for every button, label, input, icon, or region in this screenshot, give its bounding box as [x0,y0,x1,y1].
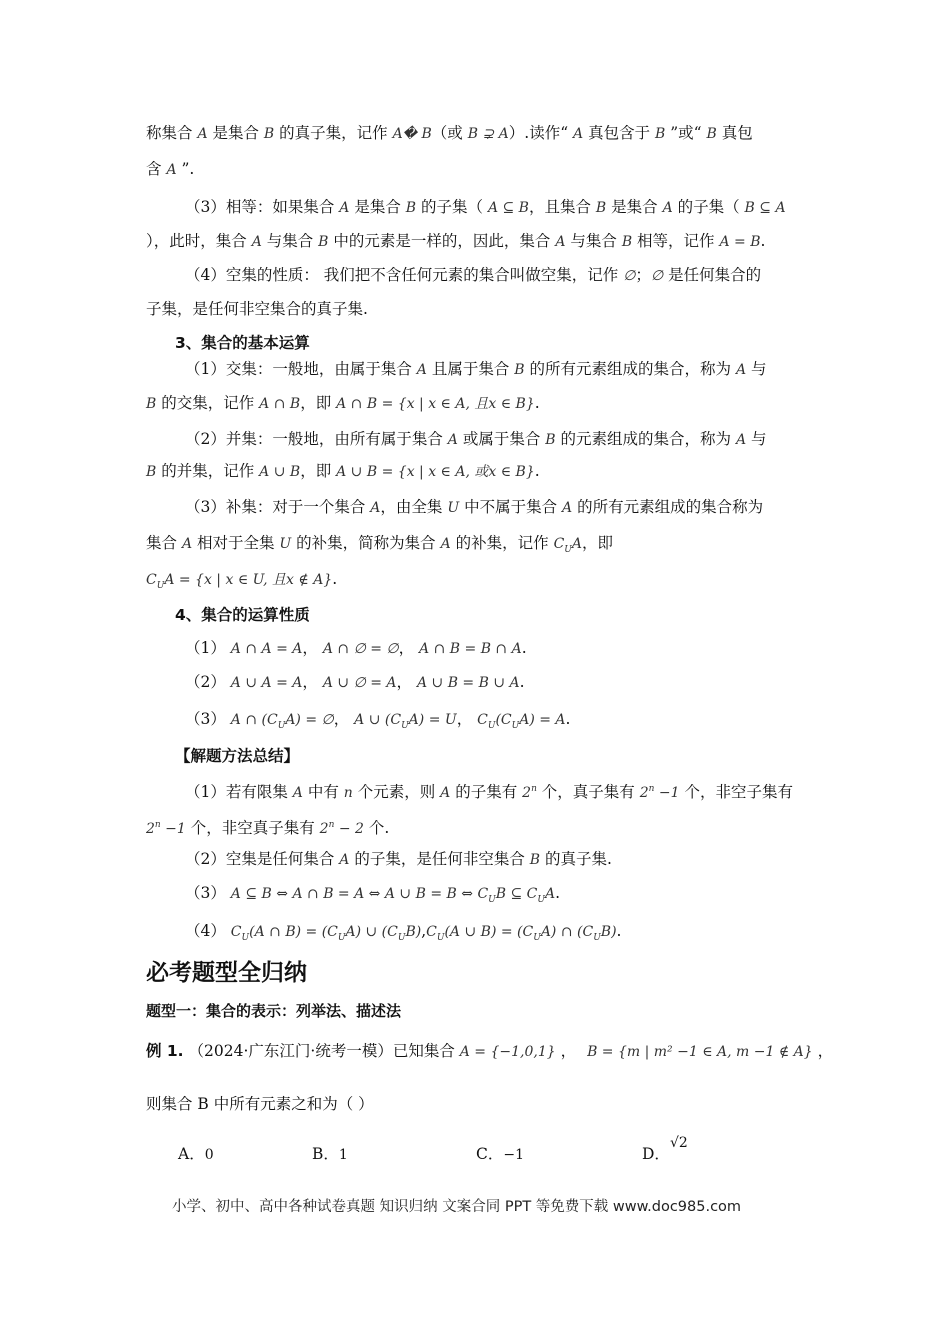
math-subscript: U [487,721,496,732]
example-label: 例 1. [146,1042,184,1060]
text-run: ； [635,266,651,284]
math-expression: B [529,852,541,868]
text-run: 相对于全集 [192,534,280,552]
math-subscript: U [156,581,165,592]
text-run: ，即 [582,534,614,552]
option-b[interactable]: B．1 [312,1145,348,1163]
math-expression: A) = ∅ [285,712,334,728]
text-run: （3）相等：如果集合 [185,198,340,216]
set-a-definition: A = {−1,0,1} [459,1044,556,1060]
math-expression: (C [495,712,512,728]
math-expression: ∅ [623,268,636,284]
text-run: （3） [185,710,231,728]
math-expression: − 2 [334,821,364,838]
option-d[interactable]: D．√2 [642,1135,688,1163]
math-subscript: U [593,933,601,944]
text-run: 相等，记作 [632,232,720,250]
text-line [185,920,621,949]
text-run: ，且集合 [528,198,596,216]
text-line [185,196,786,219]
text-run: 个. [363,819,390,838]
text-run: （1）交集：一般地，由属于集合 [185,360,417,378]
math-superscript: n [531,784,537,794]
text-run: ， [398,639,420,657]
text-run: 中不属于集合 [459,498,563,516]
math-expression: B [514,362,525,378]
math-expression: A = B [719,234,761,250]
text-run: 是集合 [349,198,406,216]
math-subscript: U [337,933,346,944]
math-expression: A ∪ (C [354,712,402,728]
text-run: , [421,922,427,940]
text-run: 的补集，记作 [450,534,554,552]
text-run: ， [333,710,355,728]
text-run: . [534,394,540,412]
text-run: 是集合 [606,198,663,216]
math-superscript: n [154,820,161,830]
text-line [146,532,613,561]
example-1: 例 1. （2024·广东江门·统考一模）已知集合 A = {−1,0,1} ， B = {m | m² −1 ∈ A, m −1 ∉ A} ， [146,1042,834,1060]
math-subscript: U [397,933,406,944]
text-run: ， [456,710,478,728]
text-run: 的并集，记作 [156,462,260,480]
math-expression: A = {x | x ∈ U, 且x ∉ A} [164,572,333,588]
math-expression: U [279,536,292,552]
text-run: （2） [185,673,231,691]
option-c[interactable]: C．−1 [476,1145,525,1163]
math-expression: B) [405,924,422,940]
text-run: 个，非空真子集有 [185,819,320,838]
math-expression: A [370,500,381,516]
text-run: 的子集（ [416,198,488,216]
text-run: （1）若有限集 [185,783,293,802]
text-run: . [565,710,571,728]
math-expression: A ∪ B = B ∪ A [416,675,520,691]
math-expression: B [146,464,157,480]
text-run: 真包含于 [583,124,656,142]
text-run: （3） [185,884,231,902]
text-run: 4、集合的运算性质 [175,606,310,624]
text-line [146,568,337,597]
text-run: ），此时，集合 [146,232,252,250]
math-expression: B [146,396,157,412]
text-run: （4）空集的性质： 我们把不含任何元素的集合叫做空集，记作 [185,266,624,284]
text-run: 的子集（ [672,198,745,216]
text-run: . [519,673,525,691]
text-run: . [521,639,527,657]
math-expression: A ∩ A = A [230,641,303,657]
page-footer: 小学、初中、高中各种试卷真题 知识归纳 文案合同 PPT 等免费下载 www.doc985.com [172,1199,742,1215]
text-line [185,778,793,804]
math-expression: B [405,200,417,216]
math-superscript: n [328,820,335,830]
option-a[interactable]: A．0 [178,1145,214,1163]
math-expression: (A ∩ B) = (C [249,924,338,940]
text-line [185,882,560,911]
math-expression: B [545,432,556,448]
text-line [185,671,525,694]
text-run: （3）补集：对于一个集合 [185,498,371,516]
math-expression: A [440,536,451,552]
text-run: 的真子集，记作 [274,124,393,142]
text-run: 个，非空子集有 [679,783,793,802]
math-expression: B [655,126,666,142]
text-run: . [555,884,561,902]
text-run: 的交集，记作 [156,394,260,412]
text-line [146,122,753,145]
math-expression: 2 [522,785,532,802]
math-expression: B) [600,924,617,940]
text-run: ，即 [300,394,337,412]
set-b-definition: B = {m | m² −1 ∈ A, m −1 ∉ A} [587,1044,813,1060]
text-run: ， [302,639,323,657]
text-line [146,814,389,840]
math-expression: B ⊋ A [467,126,509,142]
text-run: . [332,570,338,588]
example-question: 则集合 B 中所有元素之和为（ ） [146,1095,374,1113]
math-expression: (A ∪ B) = (C [444,924,534,940]
math-expression: A ∩ B [259,396,301,412]
text-line [146,392,540,415]
math-expression: A [662,200,673,216]
text-run: . [760,232,766,250]
text-run: 称集合 [146,124,198,142]
text-line [185,358,767,381]
text-run: （2）并集：一般地，由所有属于集合 [185,430,448,448]
math-subscript: U [436,933,445,944]
text-run: 与集合 [261,232,319,250]
math-expression: A [544,886,556,902]
math-expression: B [318,234,329,250]
math-expression: A [571,536,583,552]
math-expression: A [735,432,747,448]
text-line [185,264,761,287]
math-expression: A [292,785,303,802]
text-run: ，即 [300,462,337,480]
text-line [185,848,612,871]
text-run: 且属于集合 [426,360,515,378]
math-expression: −1 [654,785,680,802]
math-expression: A [181,536,193,552]
math-expression: B ⊆ A [744,200,786,216]
text-run: . [534,462,540,480]
text-line [146,460,540,483]
math-subscript: U [537,895,545,906]
math-subscript: U [277,721,286,732]
text-run: 个元素，则 [352,783,441,802]
math-expression: ∅ [650,268,664,284]
text-run: ”或“ [665,124,707,142]
text-run: ， [396,673,417,691]
text-run: 的子集有 [450,783,523,802]
subheading [175,332,310,354]
math-superscript: n [648,784,655,794]
math-expression: A [339,200,350,216]
math-expression: A [416,362,427,378]
text-run: 的补集，简称为集合 [291,534,441,552]
text-run: ，由全集 [380,498,448,516]
math-expression: A [447,432,458,448]
math-expression: A ∪ B [259,464,301,480]
math-expression: B [595,200,607,216]
math-expression: C [146,572,157,588]
math-expression: −1 [160,821,186,838]
text-run: 与 [746,430,767,448]
text-line [146,230,765,253]
text-run: 中有 [302,783,344,802]
text-line [185,496,763,519]
text-run: （4） [185,922,231,940]
math-expression: A ⊆ B [487,200,529,216]
math-expression: A [555,234,566,250]
math-expression: A ∪ A = A [230,675,303,691]
text-run: 是集合 [207,124,264,142]
text-run: （1） [185,639,231,657]
math-expression: A ∪ B = {x | x ∈ A, 或x ∈ B} [336,464,535,480]
text-run: （或 [431,124,468,142]
math-subscript: U [533,933,541,944]
math-expression: A ∩ ∅ = ∅ [322,641,399,657]
text-run: 与集合 [565,232,622,250]
text-run: ， [302,673,323,691]
text-run: ”. [176,160,195,178]
math-expression: A� B [392,126,432,142]
text-run: 含 [146,160,167,178]
text-run: 的所有元素组成的集合称为 [572,498,764,516]
text-line [146,298,368,320]
math-expression: A [562,500,573,516]
subheading [175,604,310,626]
math-subscript: U [511,721,520,732]
math-expression: 2 [319,821,329,838]
math-expression: A) ∪ (C [345,924,398,940]
math-expression: A ∩ B = B ∩ A [419,641,522,657]
text-line [185,637,527,660]
text-run: ）.读作“ [508,124,574,142]
section-heading: 必考题型全归纳 [146,960,307,986]
math-expression: A) = U [408,712,457,728]
text-run: 集合 [146,534,182,552]
text-run: 【解题方法总结】 [175,747,300,765]
text-run: 中的元素是一样的，因此，集合 [328,232,556,250]
text-run: 与 [746,360,767,378]
math-expression: A) ∩ (C [540,924,594,940]
math-expression: A [251,234,262,250]
math-expression: C [477,712,488,728]
question-type-heading: 题型一：集合的表示：列举法、描述法 [146,1002,402,1020]
math-expression: A [735,362,747,378]
text-run: 的元素组成的集合，称为 [555,430,736,448]
math-expression: A) = A [519,712,566,728]
text-run: 真包 [716,124,753,142]
math-expression: B [706,126,717,142]
math-expression: A ∩ (C [230,712,278,728]
text-run: （2）空集是任何集合 [185,850,340,868]
text-line [185,428,767,451]
math-subscript: U [241,933,250,944]
math-expression: B [621,234,633,250]
math-expression: C [426,924,437,940]
math-expression: A [440,785,451,802]
math-expression: A [197,126,208,142]
math-expression: A [339,852,350,868]
math-expression: A [166,162,177,178]
text-run: 3、集合的基本运算 [175,334,310,352]
text-run: 的真子集. [540,850,612,868]
math-expression: B ⊆ C [495,886,538,902]
text-run: 是任何集合的 [663,266,762,284]
text-line [185,708,570,737]
math-expression: A ⊆ B ⇔ A ∩ B = A ⇔ A ∪ B = B ⇔ C [230,886,489,902]
math-expression: U [447,500,460,516]
text-run: 的所有元素组成的集合，称为 [524,360,736,378]
subheading [175,745,299,767]
text-run: 的子集，是任何非空集合 [349,850,530,868]
text-run: . [616,922,622,940]
math-subscript: U [401,721,409,732]
math-expression: B [263,126,275,142]
text-run: 子集，是任何非空集合的真子集. [146,300,368,318]
math-subscript: U [564,545,572,556]
math-expression: A ∩ B = {x | x ∈ A, 且x ∈ B} [336,396,535,412]
text-run: 个，真子集有 [536,783,640,802]
math-expression: 2 [639,785,649,802]
math-expression: C [553,536,565,552]
math-subscript: U [488,895,496,906]
math-expression: A ∪ ∅ = A [322,675,397,691]
example-source: （2024·广东江门·统考一模）已知集合 [188,1042,460,1060]
text-run: 或属于集合 [457,430,546,448]
math-expression: A [573,126,584,142]
text-line [146,158,194,181]
math-expression: C [230,924,242,940]
math-expression: 2 [146,821,155,838]
math-expression: n [343,785,353,802]
